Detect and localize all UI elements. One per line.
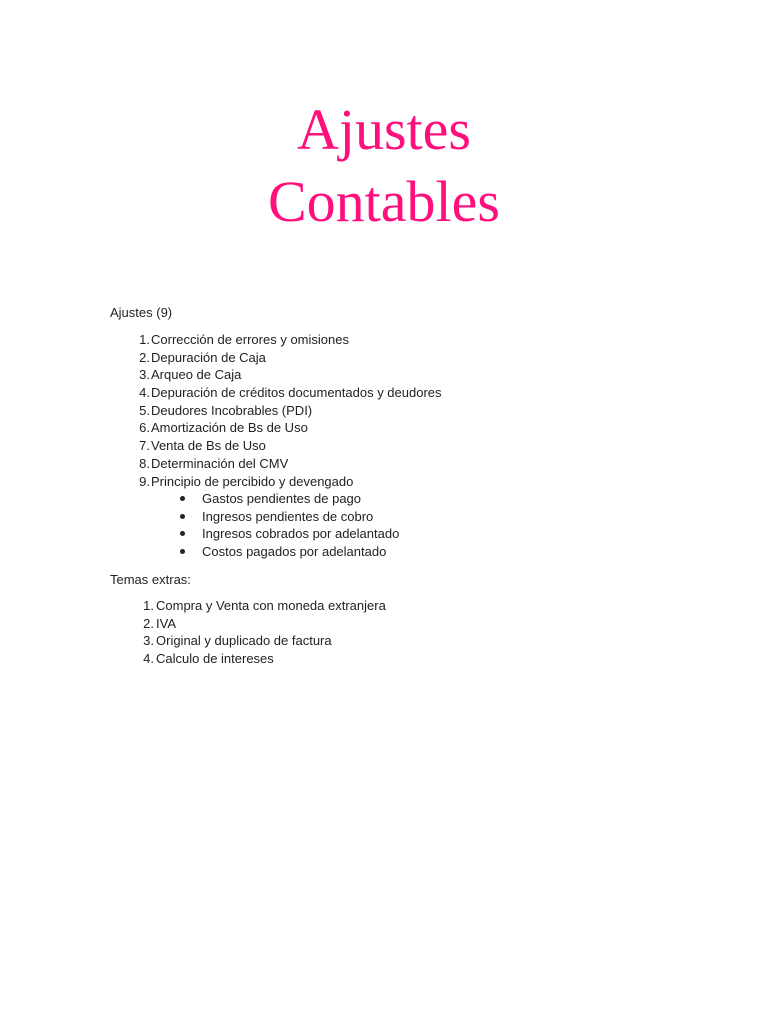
- list-item: Ingresos cobrados por adelantado: [202, 525, 662, 543]
- ajustes-heading: Ajustes (9): [110, 305, 173, 320]
- list-item: 2. Depuración de Caja: [139, 349, 266, 365]
- extras-list: [110, 597, 670, 668]
- list-item: Gastos pendientes de pago: [202, 490, 662, 508]
- devengado-sublist: [202, 490, 662, 561]
- list-item: 8. Determinación del CMV: [139, 455, 289, 471]
- bullet-icon: [180, 496, 185, 501]
- title-line-2: Contables: [268, 169, 500, 234]
- list-item: 3. Arqueo de Caja: [139, 367, 242, 383]
- ajustes-list: [110, 331, 670, 490]
- list-item: 4. Depuración de créditos documentados y deudores: [139, 385, 442, 401]
- list-item: 6. Amortización de Bs de Uso: [139, 420, 308, 436]
- list-item: 1. Corrección de errores y omisiones: [139, 332, 349, 347]
- list-item: 3. Original y duplicado de factura: [143, 633, 332, 649]
- list-item: 2. IVA: [143, 615, 176, 631]
- list-item: Ingresos pendientes de cobro: [202, 508, 662, 526]
- list-item: 9. Principio de percibido y devengado: [139, 473, 354, 489]
- bullet-icon: [180, 531, 185, 536]
- bullet-icon: [180, 514, 185, 519]
- list-item: Costos pagados por adelantado: [202, 543, 662, 561]
- list-item: 1. Compra y Venta con moneda extranjera: [143, 598, 386, 613]
- list-item: 4. Calculo de intereses: [143, 651, 274, 667]
- title-line-1: Ajustes: [297, 97, 471, 162]
- list-item: 7. Venta de Bs de Uso: [139, 438, 266, 454]
- list-item: 5. Deudores Incobrables (PDI): [139, 402, 313, 418]
- extras-heading: Temas extras:: [110, 572, 191, 587]
- document-title: [0, 94, 768, 238]
- bullet-icon: [180, 549, 185, 554]
